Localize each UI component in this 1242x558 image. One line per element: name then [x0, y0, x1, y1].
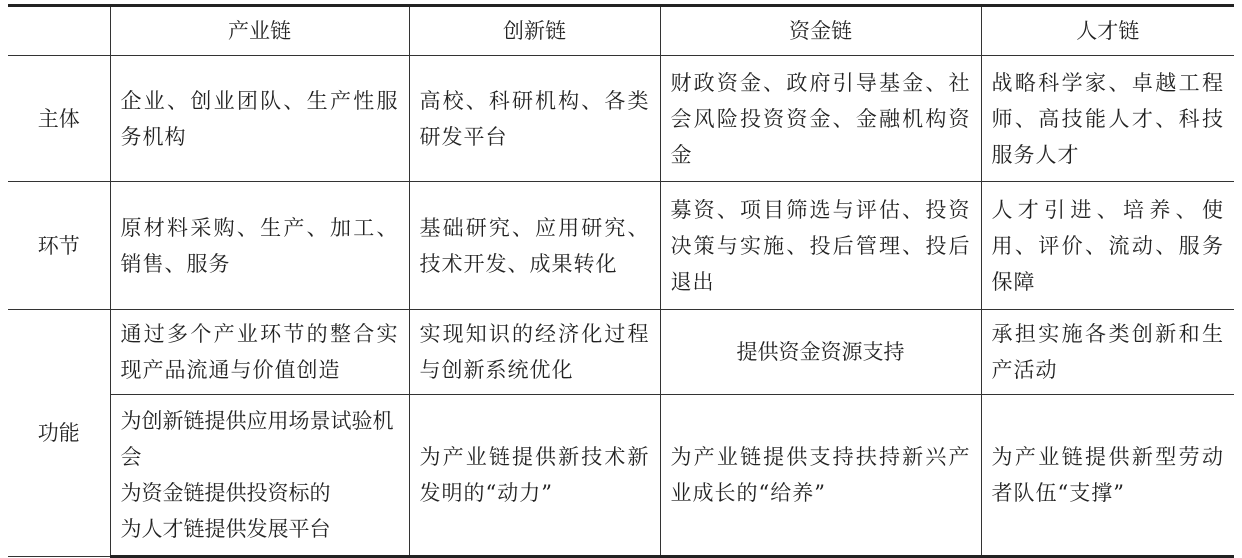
cell-stage-industry: 原材料采购、生产、加工、销售、服务 [110, 182, 409, 310]
row-subject [8, 56, 1234, 182]
row-function-bottom [8, 395, 1234, 557]
function-industry-line-2: 为资金链提供投资标的 [120, 481, 331, 505]
cell-function-industry-bottom [110, 395, 409, 557]
cell-subject-innovation: 高校、科研机构、各类研发平台 [409, 56, 660, 182]
cell-function-innovation-top: 实现知识的经济化过程与创新系统优化 [409, 310, 660, 395]
cell-stage-talent: 人才引进、培养、使用、评价、流动、服务保障 [981, 182, 1234, 310]
cell-function-capital-top: 提供资金资源支持 [660, 310, 981, 395]
cell-function-industry-top: 通过多个产业环节的整合实现产品流通与价值创造 [110, 310, 409, 395]
function-industry-line-3: 为人才链提供发展平台 [120, 517, 331, 541]
row-label-stage: 环节 [8, 182, 110, 310]
cell-stage-innovation: 基础研究、应用研究、技术开发、成果转化 [409, 182, 660, 310]
cell-function-capital-bottom: 为产业链提供支持扶持新兴产业成长的“给养” [660, 395, 981, 557]
cell-subject-capital: 财政资金、政府引导基金、社会风险投资资金、金融机构资金 [660, 56, 981, 182]
row-function-top [8, 310, 1234, 395]
cell-function-innovation-bottom: 为产业链提供新技术新发明的“动力” [409, 395, 660, 557]
header-corner [8, 6, 110, 56]
row-stage [8, 182, 1234, 310]
header-row [8, 6, 1234, 56]
header-innovation-chain: 创新链 [409, 6, 660, 56]
header-capital-chain: 资金链 [660, 6, 981, 56]
cell-subject-industry: 企业、创业团队、生产性服务机构 [110, 56, 409, 182]
cell-function-talent-bottom: 为产业链提供新型劳动者队伍“支撑” [981, 395, 1234, 557]
cell-function-talent-top: 承担实施各类创新和生产活动 [981, 310, 1234, 395]
row-label-subject: 主体 [8, 56, 110, 182]
cell-stage-capital: 募资、项目筛选与评估、投资决策与实施、投后管理、投后退出 [660, 182, 981, 310]
header-talent-chain: 人才链 [981, 6, 1234, 56]
function-industry-line-1: 为创新链提供应用场景试验机会 [120, 409, 394, 469]
row-label-function: 功能 [8, 310, 110, 557]
cell-subject-talent: 战略科学家、卓越工程师、高技能人才、科技服务人才 [981, 56, 1234, 182]
header-industry-chain: 产业链 [110, 6, 409, 56]
chain-comparison-table [8, 4, 1234, 558]
